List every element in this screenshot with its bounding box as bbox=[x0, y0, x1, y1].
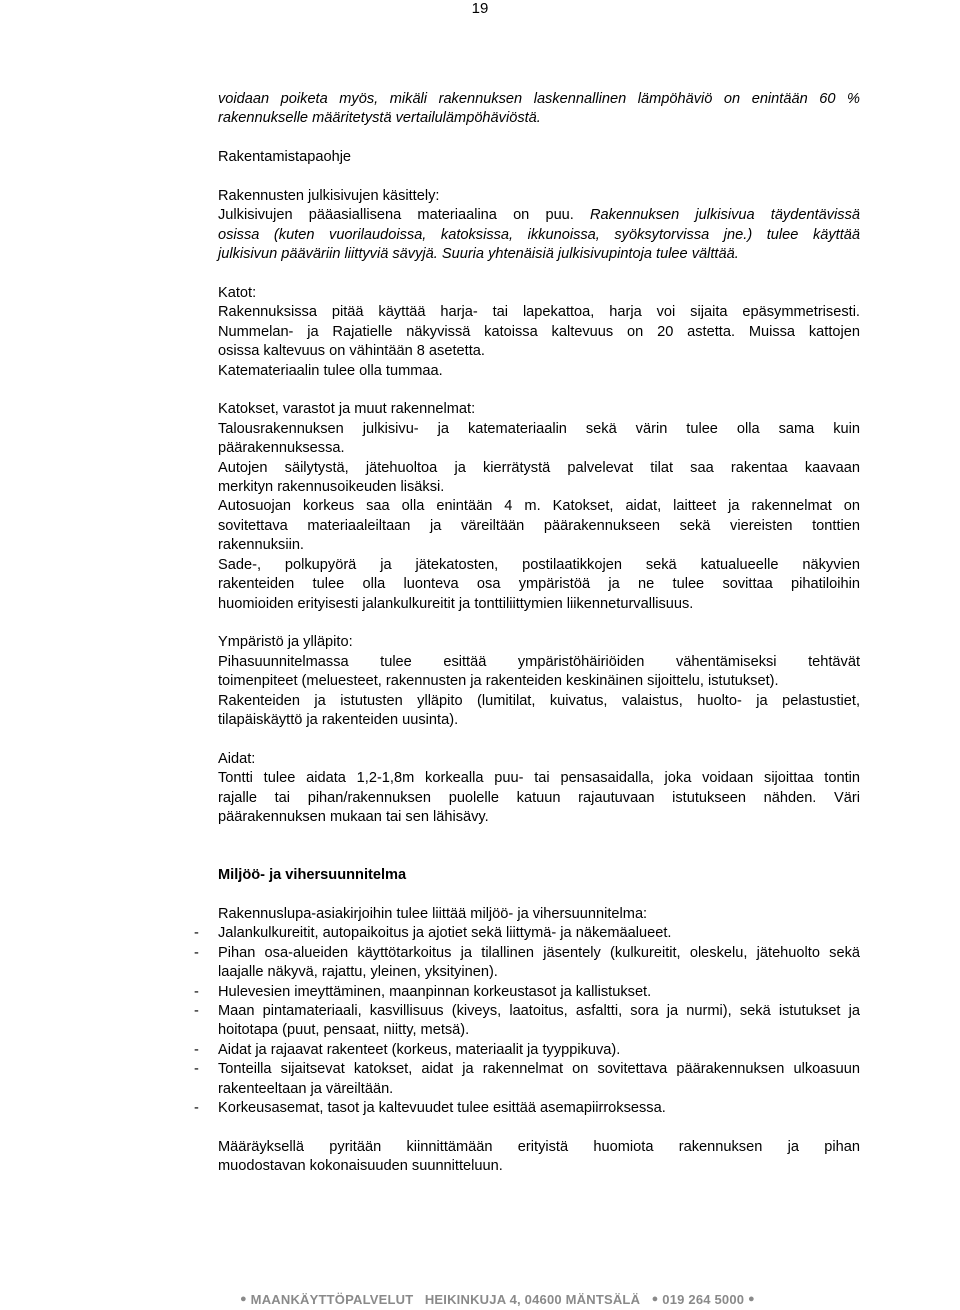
footer bbox=[240, 1290, 960, 1310]
list-item: - Aidat ja rajaavat rakenteet (korkeus, materiaalit ja tyyppikuva). bbox=[218, 1041, 860, 1060]
facades-line-2: osissa (kuten vuorilaudoissa, katoksissa, ikkunoissa, syöksytorvissa jne.) tulee käyttää bbox=[218, 226, 860, 243]
list-item: - Jalankulkureitit, autopaikoitus ja ajotiet sekä liittymä- ja näkemäalueet. bbox=[218, 924, 860, 943]
list-item: - Hulevesien imeyttäminen, maanpinnan korkeustasot ja kallistukset. bbox=[218, 983, 860, 1002]
outbuildings-p4b: rakenteiden tulee olla luonteva osa ympäristöä ja ne tulee sovittaa pihatiloihin bbox=[218, 576, 860, 593]
outbuildings-p3b: sovitettava materiaaleiltaan ja väreiltään päärakennukseen sekä viereisten tonttien bbox=[218, 517, 860, 534]
outbuildings-p1b: päärakennuksessa. bbox=[218, 440, 345, 457]
list-item: - Korkeusasemat, tasot ja kaltevuudet tulee esittää asemapiirroksessa. bbox=[218, 1099, 860, 1118]
list-item: - Pihan osa-alueiden käyttötarkoitus ja tilallinen jäsentely (kulkureitit, oleskelu, jätehuolto sekä laajalle näkyvä, rajattu, yleinen, yksityinen). bbox=[218, 944, 860, 983]
roofs-heading: Katot: bbox=[218, 285, 257, 302]
roofs-line-2: Nummelan- ja Rajatielle näkyvissä katoissa kaltevuus on 20 astetta. Muissa kattojen bbox=[218, 323, 860, 340]
plan-list bbox=[218, 924, 860, 1118]
intro-line-2: rakennukselle määritetystä vertailulämpöhäviöstä. bbox=[218, 110, 541, 127]
facades-line-1: Julkisivujen pääasiallisena materiaalina on puu. Rakennuksen julkisivua täydentävissä bbox=[218, 207, 861, 224]
plan-closing-a: Määräyksellä pyritään kiinnittämään erityistä huomiota rakennuksen ja pihan bbox=[218, 1138, 860, 1155]
bullet-icon: ● bbox=[240, 1293, 247, 1305]
roofs-line-1: Rakennuksissa pitää käyttää harja- tai lapekattoa, harja voi sijaita epäsymmetrisesti. bbox=[218, 304, 860, 321]
guide-title: Rakentamistapaohje bbox=[218, 149, 352, 166]
outbuildings-heading: Katokset, varastot ja muut rakennelmat: bbox=[218, 401, 476, 418]
bullet-icon: ● bbox=[748, 1293, 755, 1305]
outbuildings-p4c: huomioiden erityisesti jalankulkureitit ja tonttiliittymien liikenneturvallisuus. bbox=[218, 595, 694, 612]
outbuildings-p3a: Autosuojan korkeus saa olla enintään 4 m. Katokset, aidat, laitteet ja rakennelmat on bbox=[218, 498, 860, 515]
environment-p1b: toimenpiteet (meluesteet, rakennusten ja rakenteiden keskinäinen sijoittelu, istutukset). bbox=[218, 673, 779, 690]
document-body bbox=[218, 90, 860, 1177]
roofs-line-3: osissa kaltevuus on vähintään 8 asetetta. bbox=[218, 343, 485, 360]
environment-heading: Ympäristö ja ylläpito: bbox=[218, 634, 353, 651]
plan-title: Miljöö- ja vihersuunnitelma bbox=[218, 867, 407, 884]
fences-heading: Aidat: bbox=[218, 750, 256, 767]
bullet-icon: ● bbox=[651, 1293, 659, 1305]
outbuildings-p1a: Talousrakennuksen julkisivu- ja katemateriaalin sekä värin tulee olla sama kuin bbox=[218, 420, 860, 437]
list-item: - Tonteilla sijaitsevat katokset, aidat ja rakennelmat on sovitettava päärakennuksen ulkoasuun rakenteeltaan ja väreiltään. bbox=[218, 1060, 860, 1099]
fences-line-2: rajalle tai pihan/rakennuksen puolelle katuun rajautuvaan istutukseen nähden. Väri bbox=[218, 789, 860, 806]
footer-phone: 019 264 5000 bbox=[662, 1292, 745, 1307]
facades-line-3: julkisivun pääväriin liittyviä sävyjä. Suuria yhtenäisiä julkisivupintoja tulee välttää. bbox=[218, 246, 739, 263]
roofs-line-4: Katemateriaalin tulee olla tummaa. bbox=[218, 362, 443, 379]
environment-p2a: Rakenteiden ja istutusten ylläpito (lumitilat, kuivatus, valaistus, huolto- ja pelastustiet, bbox=[218, 692, 860, 709]
footer-address: HEIKINKUJA 4, 04600 MÄNTSÄLÄ bbox=[424, 1292, 641, 1307]
outbuildings-p3c: rakennuksiin. bbox=[218, 537, 304, 554]
environment-p1a: Pihasuunnitelmassa tulee esittää ympäristöhäiriöiden vähentämiseksi tehtävät bbox=[218, 653, 860, 670]
page-number: 19 bbox=[471, 0, 489, 17]
footer-company: MAANKÄYTTÖPALVELUT bbox=[250, 1292, 414, 1307]
facades-heading: Rakennusten julkisivujen käsittely: bbox=[218, 188, 440, 204]
plan-intro: Rakennuslupa-asiakirjoihin tulee liittää miljöö- ja vihersuunnitelma: bbox=[218, 905, 648, 922]
environment-p2b: tilapäiskäyttö ja rakenteiden uusinta). bbox=[218, 711, 459, 728]
list-item: - Maan pintamateriaali, kasvillisuus (kiveys, laatoitus, asfaltti, sora ja nurmi), sekä istutukset ja hoitotapa (puut, pensaat, niitty, metsä). bbox=[218, 1002, 860, 1041]
intro-line-1: voidaan poiketa myös, mikäli rakennuksen laskennallinen lämpöhäviö on enintään 60 % bbox=[218, 91, 860, 107]
fences-line-1: Tontti tulee aidata 1,2-1,8m korkealla puu- tai pensasaidalla, joka voidaan sijoittaa tontin bbox=[218, 770, 860, 787]
plan-closing-b: muodostavan kokonaisuuden suunnitteluun. bbox=[218, 1158, 503, 1175]
outbuildings-p2b: merkityn rakennusoikeuden lisäksi. bbox=[218, 479, 445, 496]
outbuildings-p2a: Autojen säilytystä, jätehuoltoa ja kierrätystä palvelevat tilat saa rakentaa kaavaan bbox=[218, 459, 860, 476]
outbuildings-p4a: Sade-, polkupyörä ja jätekatosten, postilaatikkojen sekä katualueelle näkyvien bbox=[218, 556, 860, 573]
fences-line-3: päärakennuksen mukaan tai sen lähisävy. bbox=[218, 808, 489, 825]
